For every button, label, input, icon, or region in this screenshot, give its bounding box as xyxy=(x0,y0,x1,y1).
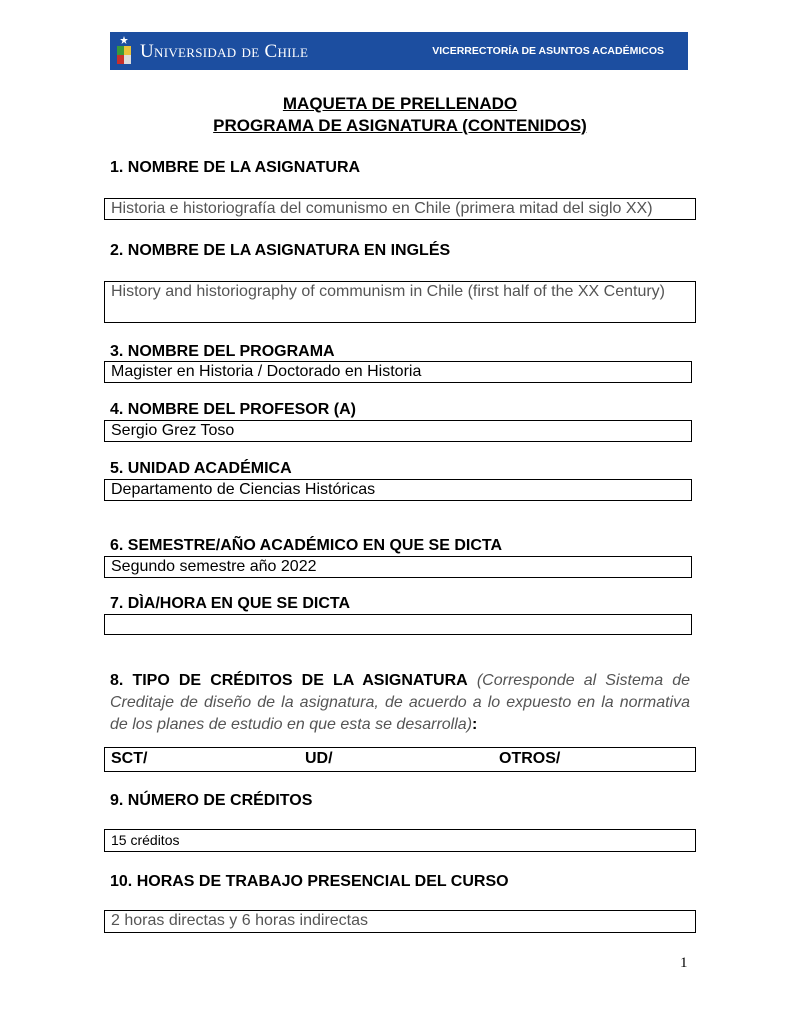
option-otros: OTROS/ xyxy=(499,750,561,767)
heading-6: 6. SEMESTRE/AÑO ACADÉMICO EN QUE SE DICTA xyxy=(110,537,503,554)
field-hours: 2 horas directas y 6 horas indirectas xyxy=(104,910,696,933)
field-professor: Sergio Grez Toso xyxy=(104,420,692,442)
university-crest-icon xyxy=(116,36,132,66)
field-day-hour xyxy=(104,614,692,635)
heading-8: 8. TIPO DE CRÉDITOS DE LA ASIGNATURA xyxy=(110,672,468,689)
option-sct: SCT/ xyxy=(111,750,148,767)
credit-type-note: (Corresponde al Sistema de Creditaje de diseño de la asignatura, de acuerdo a lo expuesto en la normativa de los planes de estudio en que esta se desarrolla) xyxy=(110,672,690,733)
field-credits: 15 créditos xyxy=(104,829,696,852)
page-number: 1 xyxy=(680,955,688,971)
heading-3: 3. NOMBRE DEL PROGRAMA xyxy=(110,343,335,360)
heading-4: 4. NOMBRE DEL PROFESOR (A) xyxy=(110,401,356,418)
option-ud: UD/ xyxy=(305,750,333,767)
heading-1: 1. NOMBRE DE LA ASIGNATURA xyxy=(110,159,361,176)
heading-5: 5. UNIDAD ACADÉMICA xyxy=(110,460,292,477)
heading-10: 10. HORAS DE TRABAJO PRESENCIAL DEL CURSO xyxy=(110,873,509,890)
heading-7: 7. DÌA/HORA EN QUE SE DICTA xyxy=(110,595,351,612)
field-credit-type xyxy=(104,747,696,772)
office-name: VICERRECTORÍA DE ASUNTOS ACADÉMICOS xyxy=(432,45,664,57)
section-8-text xyxy=(110,670,690,736)
heading-9: 9. NÚMERO DE CRÉDITOS xyxy=(110,792,313,809)
field-unit: Departamento de Ciencias Históricas xyxy=(104,479,692,501)
field-course-name: Historia e historiografía del comunismo en Chile (primera mitad del siglo XX) xyxy=(104,198,696,220)
doc-title-line1: MAQUETA DE PRELLENADO xyxy=(282,94,518,113)
field-course-name-english: History and historiography of communism in Chile (first half of the XX Century) xyxy=(104,281,696,323)
colon: : xyxy=(472,716,478,733)
field-program: Magister en Historia / Doctorado en Historia xyxy=(104,361,692,383)
header-banner xyxy=(110,32,688,70)
heading-2: 2. NOMBRE DE LA ASIGNATURA EN INGLÉS xyxy=(110,242,451,259)
doc-title-line2: PROGRAMA DE ASIGNATURA (CONTENIDOS) xyxy=(213,116,587,135)
field-semester: Segundo semestre año 2022 xyxy=(104,556,692,578)
university-name: Universidad de Chile xyxy=(140,41,309,62)
